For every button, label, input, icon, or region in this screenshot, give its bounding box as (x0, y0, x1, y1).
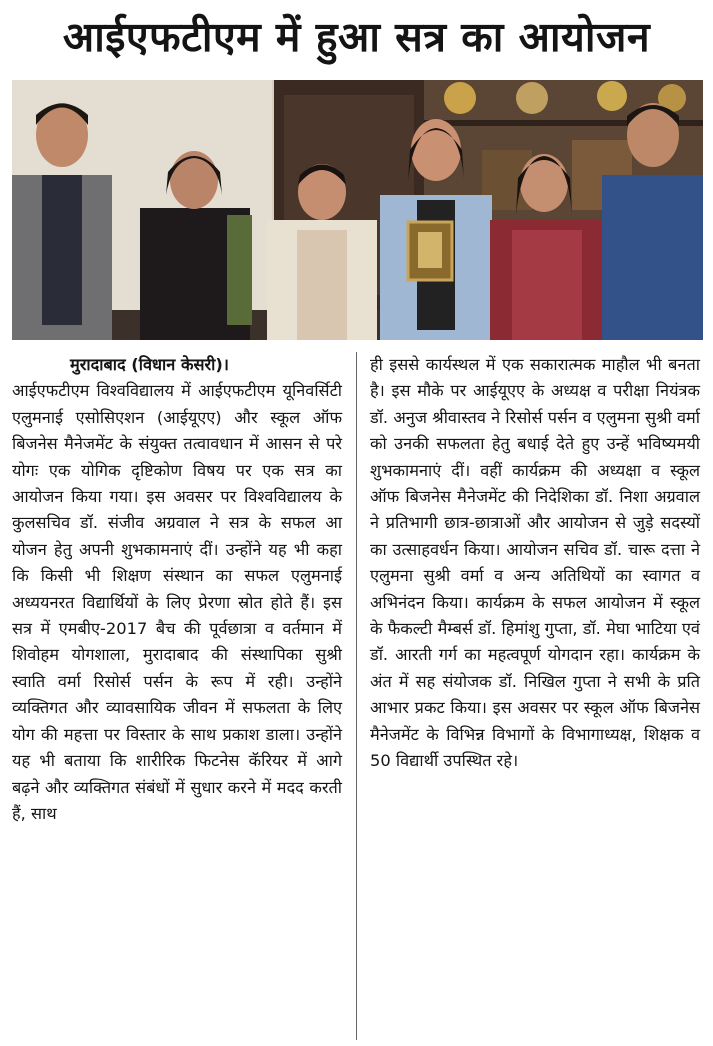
article-column-left (12, 352, 342, 827)
dateline: मुरादाबाद (विधान केसरी)। (70, 355, 229, 374)
headline: आईएफटीएम में हुआ सत्र का आयोजन (62, 13, 651, 61)
group-photo (12, 80, 703, 340)
article-text-left: आईएफटीएम विश्वविद्यालय में आईएफटीएम यूनिवर्सिटी एलुमनाई एसोसिएशन (आईयूएए) और स्कूल ऑफ बिजनेस मैनेजमेंट के संयुक्त तत्वावधान में आसन से परे योगः एक योगिक दृष्टिकोण विषय पर एक सत्र का आयोजन किया गया। इस अवसर पर विश्वविद्यालय के कुलसचिव डॉ. संजीव अग्रवाल ने सत्र के सफल आ योजन हेतु अपनी शुभकामनाएं दीं। उन्होंने यह भी कहा कि किसी भी शिक्षण संस्थान का सफल एलुमनाई अध्ययनरत विद्यार्थियों के लिए प्रेरणा स्रोत होते हैं। इस सत्र में एमबीए-2017 बैच की पूर्वछात्रा व वर्तमान में शिवोहम योगशाला, मुरादाबाद की संस्थापिका सुश्री स्वाति वर्मा रिसोर्स पर्सन के रूप में रही। उन्होंने व्यक्तिगत और व्यावसायिक जीवन में सफलता के लिए योग की महत्ता पर विस्तार के साथ प्रकाश डाला। उन्होंने यह भी बताया कि शारीरिक फिटनेस कॅरियर में आगे बढ़ने और व्यक्तिगत संबंधों में सुधार करने में मदद करती हैं, साथ (12, 381, 342, 823)
article-column-right (370, 352, 700, 775)
article-text-right: ही इससे कार्यस्थल में एक सकारात्मक माहौल भी बनता है। इस मौके पर आईयूएए के अध्यक्ष व परीक्षा नियंत्रक डॉ. अनुज श्रीवास्तव ने रिसोर्स पर्सन व एलुमना सुश्री वर्मा को उनकी सफलता हेतु बधाई देते हुए उन्हें भविष्यमयी शुभकामनाएं दीं। वहीं कार्यक्रम की अध्यक्षा व स्कूल ऑफ बिजनेस मैनेजमेंट की निदेशिका डॉ. निशा अग्रवाल ने प्रतिभागी छात्र-छात्राओं और आयोजन से जुड़े सदस्यों का उत्साहवर्धन किया। आयोजन सचिव डॉ. चारू दत्ता ने एलुमना सुश्री वर्मा व अन्य अतिथियों का स्वागत व अभिनंदन किया। कार्यक्रम के सफल आयोजन में स्कूल के फैकल्टी मैम्बर्स डॉ. हिमांशु गुप्ता, डॉ. मेघा भाटिया एवं डॉ. आरती गर्ग का महत्वपूर्ण योगदान रहा। कार्यक्रम के अंत में सह संयोजक डॉ. निखिल गुप्ता ने सभी के प्रति आभार प्रकट किया। इस अवसर पर स्कूल ऑफ बिजनेस मैनेजमेंट के विभिन्न विभागों के विभागाध्यक्ष, शिक्षक व 50 विद्यार्थी उपस्थित रहे। (370, 355, 700, 771)
column-rule (356, 352, 357, 1040)
